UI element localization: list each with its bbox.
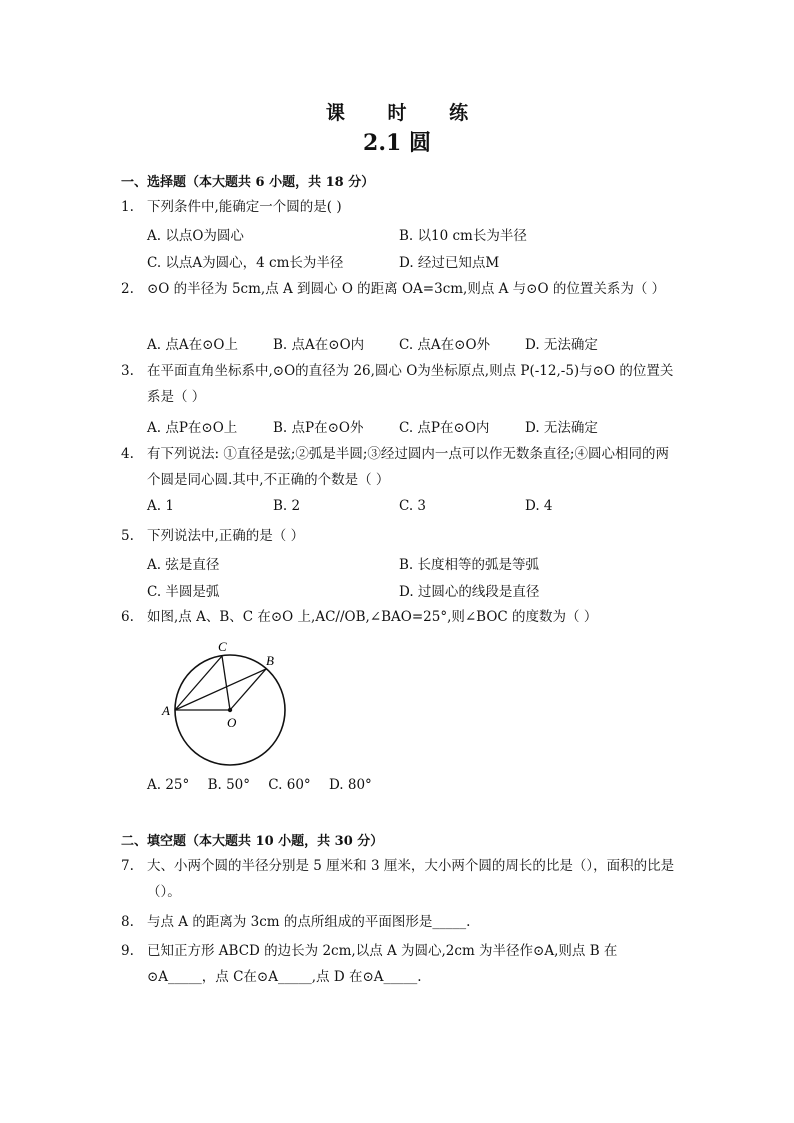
question-number: 9. [121, 943, 134, 959]
option-d[interactable]: D. 无法确定 [525, 337, 598, 353]
question-5 [121, 523, 681, 549]
circle-geometry-figure [158, 636, 298, 768]
option-d[interactable]: D. 过圆心的线段是直径 [399, 584, 540, 600]
question-1 [121, 194, 681, 220]
option-b[interactable]: B. 长度相等的弧是等弧 [399, 557, 540, 573]
question-number: 5. [121, 528, 134, 544]
option-d[interactable]: D. 经过已知点M [399, 255, 500, 271]
question-number: 8. [121, 914, 134, 930]
label-a: A [162, 703, 170, 718]
section-heading-choice: 一、选择题（本大题共 6 小题，共 18 分） [121, 175, 375, 190]
option-a[interactable]: A. 以点O为圆心 [147, 228, 244, 244]
question-text: 有下列说法: ①直径是弦;②弧是半圆;③经过圆内一点可以作无数条直径;④圆心相同的两个圆是同心圆.其中,不正确的个数是（ ） [147, 446, 669, 488]
option-c[interactable]: C. 60° [268, 777, 311, 793]
option-a[interactable]: A. 25° [147, 777, 190, 793]
option-a[interactable]: A. 点P在⊙O上 [147, 420, 238, 436]
option-c[interactable]: C. 3 [399, 498, 427, 514]
question-number: 7. [121, 858, 134, 874]
question-3 [121, 358, 681, 410]
question-text: 如图,点 A、B、C 在⊙O 上,AC//OB,∠BAO=25°,则∠BOC 的度数为（ ） [147, 609, 598, 625]
option-b[interactable]: B. 点P在⊙O外 [273, 420, 364, 436]
segment-co [222, 656, 230, 710]
worksheet-title: 课 时 练 [325, 102, 487, 124]
option-c[interactable]: C. 以点A为圆心，4 cm长为半径 [147, 255, 344, 271]
question-text: ⊙O 的半径为 5cm,点 A 到圆心 O 的距离 OA=3cm,则点 A 与⊙O 的位置关系为（ ） [147, 281, 666, 297]
option-b[interactable]: B. 以10 cm长为半径 [399, 228, 527, 244]
option-a[interactable]: A. 点A在⊙O上 [147, 337, 238, 353]
question-text: 下列说法中,正确的是（ ） [147, 528, 305, 544]
question-9 [121, 938, 681, 990]
label-c: C [218, 639, 227, 654]
option-c[interactable]: C. 半圆是弧 [147, 584, 220, 600]
question-number: 2. [121, 281, 134, 297]
lesson-title: 2.1 圆 [363, 130, 431, 156]
question-7 [121, 853, 681, 905]
label-o: O [227, 715, 237, 730]
option-a[interactable]: A. 1 [147, 498, 174, 514]
question-8 [121, 909, 681, 935]
question-text: 大、小两个圆的半径分别是 5 厘米和 3 厘米，大小两个圆的周长的比是（），面积的比是（）。 [147, 858, 675, 900]
center-point [228, 708, 232, 712]
option-b[interactable]: B. 50° [207, 777, 250, 793]
option-d[interactable]: D. 4 [525, 498, 553, 514]
option-c[interactable]: C. 点A在⊙O外 [399, 337, 491, 353]
section-heading-fill: 二、填空题（本大题共 10 小题，共 30 分） [121, 834, 384, 849]
option-b[interactable]: B. 2 [273, 498, 301, 514]
question-number: 1. [121, 199, 134, 215]
question-text: 在平面直角坐标系中,⊙O的直径为 26,圆心 O为坐标原点,则点 P(-12,-5)与⊙O 的位置关系是（ ） [147, 363, 674, 405]
question-text: 已知正方形 ABCD 的边长为 2cm,以点 A 为圆心,2cm 为半径作⊙A,则点 B 在⊙A_____，点 C在⊙A_____,点 D 在⊙A_____. [147, 943, 618, 985]
option-d[interactable]: D. 无法确定 [525, 420, 598, 436]
question-number: 4. [121, 446, 134, 462]
option-d[interactable]: D. 80° [328, 777, 372, 793]
question-6-options [147, 777, 386, 793]
question-2 [121, 276, 681, 302]
option-a[interactable]: A. 弦是直径 [147, 557, 220, 573]
question-text: 下列条件中,能确定一个圆的是( ) [147, 199, 342, 215]
question-4 [121, 441, 681, 493]
option-c[interactable]: C. 点P在⊙O内 [399, 420, 490, 436]
question-text: 与点 A 的距离为 3cm 的点所组成的平面图形是_____. [147, 914, 471, 930]
question-6 [121, 604, 681, 630]
question-number: 6. [121, 609, 134, 625]
option-b[interactable]: B. 点A在⊙O内 [273, 337, 365, 353]
segment-ab [175, 669, 266, 710]
segment-bo [230, 669, 266, 710]
question-number: 3. [121, 363, 134, 379]
label-b: B [266, 653, 274, 668]
